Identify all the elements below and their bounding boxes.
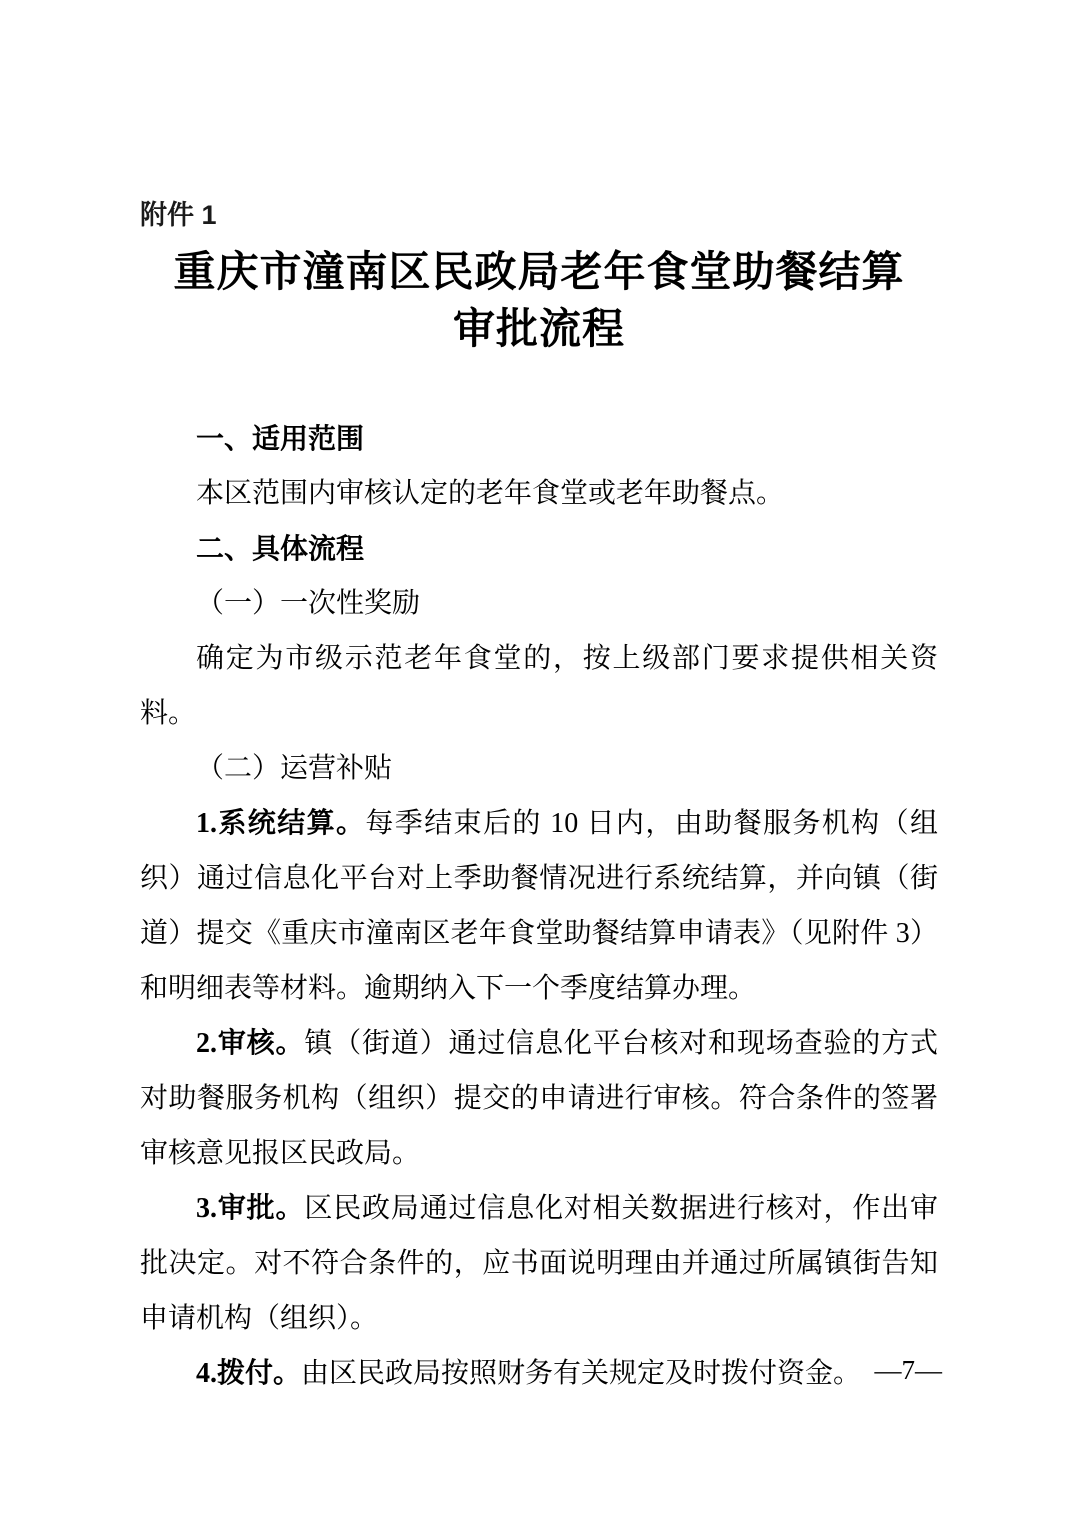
section-heading-scope: 一、适用范围	[196, 423, 365, 454]
subsection-heading-one-time-reward: （一）一次性奖励	[196, 588, 421, 619]
section-heading-process: 二、具体流程	[196, 533, 365, 564]
step-paragraph-approval	[140, 1181, 938, 1346]
page-number: —7—	[874, 1355, 942, 1385]
document-content	[140, 197, 938, 1401]
step-body-payment: 由区民政局按照财务有关规定及时拨付资金。	[301, 1358, 862, 1389]
step-lead-approval: 3.审批。	[196, 1193, 305, 1224]
attachment-label: 附件 1	[140, 200, 217, 230]
step-paragraph-review	[140, 1016, 938, 1181]
step-lead-payment: 4.拨付。	[196, 1358, 302, 1389]
title-line-2: 审批流程	[452, 307, 625, 353]
step-lead-settlement: 1.系统结算。	[196, 808, 366, 839]
subsection-heading-operation-subsidy: （二）运营补贴	[196, 753, 393, 784]
document-title	[140, 245, 938, 359]
scope-paragraph: 本区范围内审核认定的老年食堂或老年助餐点。	[196, 478, 785, 509]
step-body-settlement: 每季结束后的 10 日内，由助餐服务机构（组织）通过信息化平台对上季助餐情况进行系统结算，并向镇（街道）提交《重庆市潼南区老年食堂助餐结算申请表》（见附件 3）和明细表等材料。逾期纳入下一个季度结算办理。	[140, 808, 938, 1004]
one-time-reward-paragraph: 确定为市级示范老年食堂的，按上级部门要求提供相关资料。	[140, 643, 938, 729]
step-paragraph-settlement	[140, 796, 938, 1016]
step-paragraph-payment	[140, 1346, 938, 1401]
step-body-review: 镇（街道）通过信息化平台核对和现场查验的方式对助餐服务机构（组织）提交的申请进行审核。符合条件的签署审核意见报区民政局。	[140, 1028, 938, 1169]
step-body-approval: 区民政局通过信息化对相关数据进行核对，作出审批决定。对不符合条件的，应书面说明理由并通过所属镇街告知申请机构（组织）。	[140, 1193, 938, 1334]
step-lead-review: 2.审核。	[196, 1028, 305, 1059]
document-body	[140, 411, 938, 1401]
title-line-1: 重庆市潼南区民政局老年食堂助餐结算	[173, 250, 905, 296]
